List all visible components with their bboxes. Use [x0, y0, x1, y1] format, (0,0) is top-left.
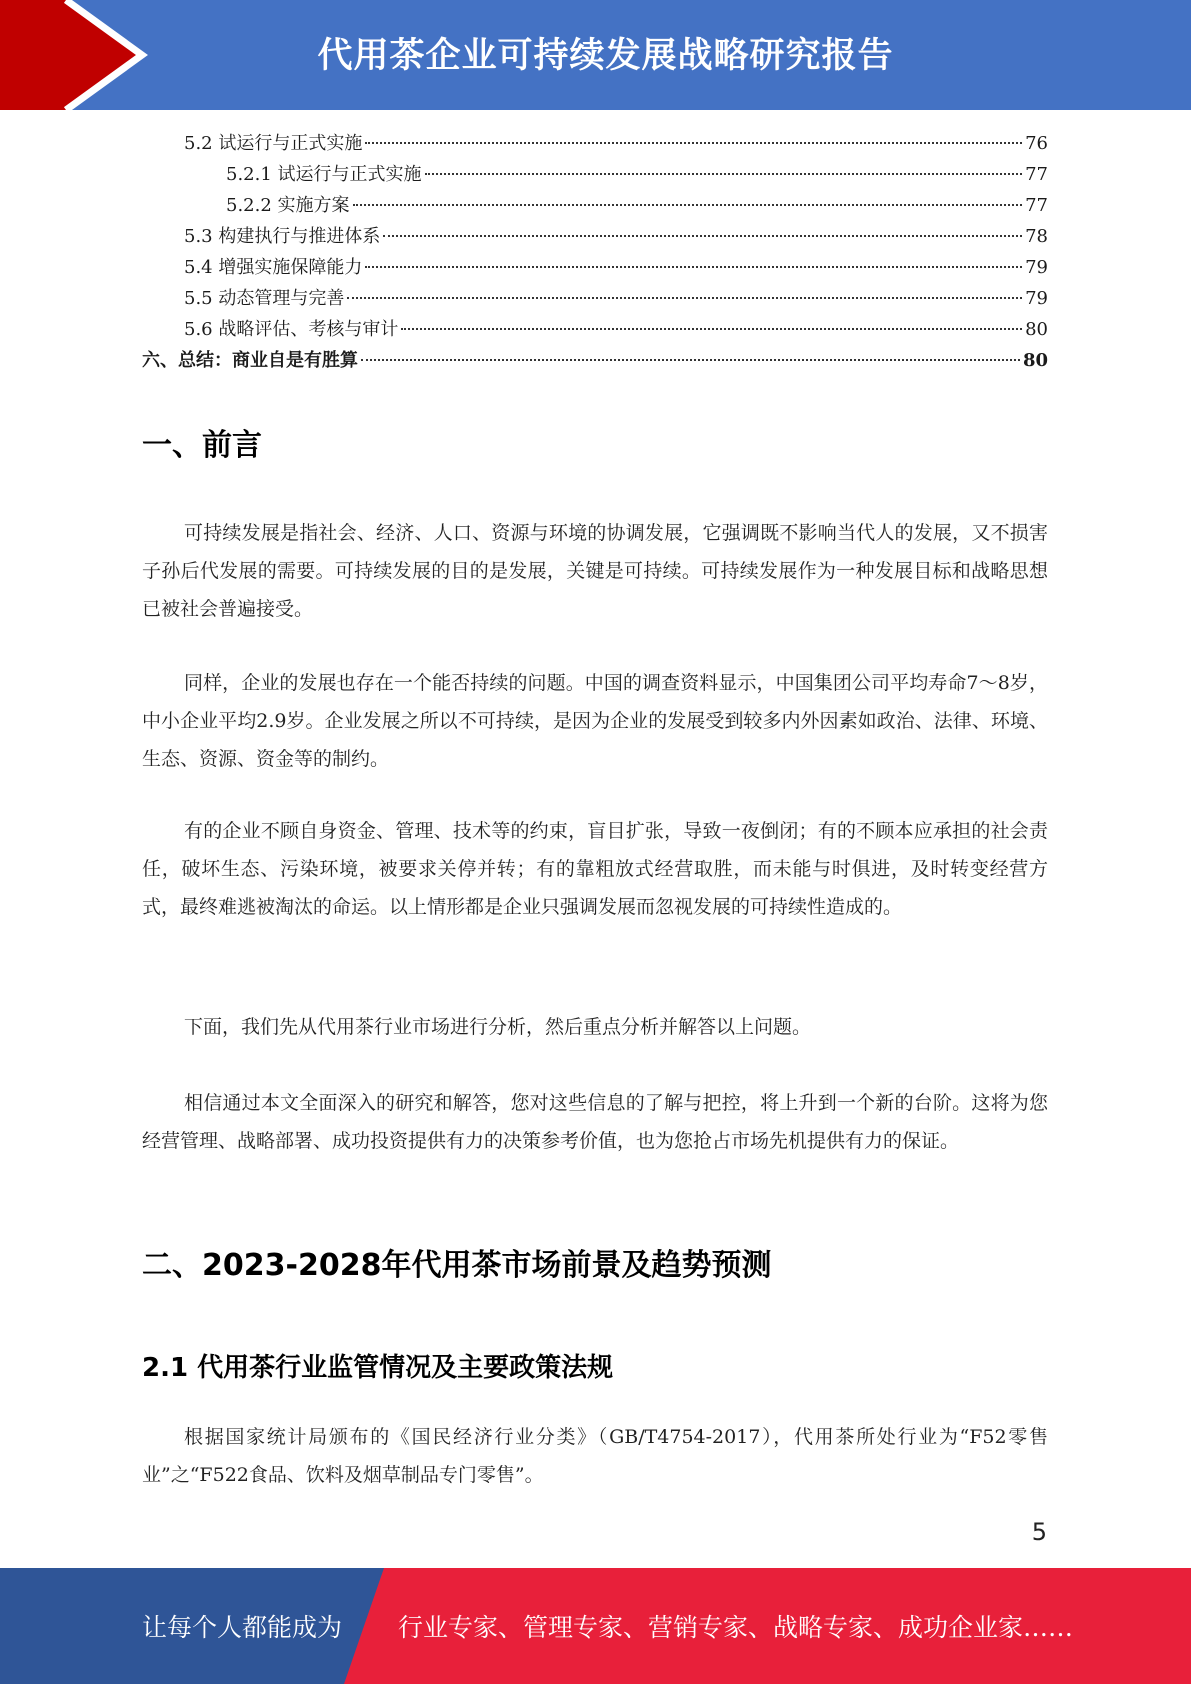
body-paragraph: 有的企业不顾自身资金、管理、技术等的约束，盲目扩张，导致一夜倒闭；有的不顾本应承担的社会责任，破坏生态、污染环境，被要求关停并转；有的靠粗放式经营取胜，而未能与时俱进，及时转变经营方式，最终难逃被淘汰的命运。以上情形都是企业只强调发展而忽视发展的可持续性造成的。	[142, 820, 1048, 918]
toc-leader	[361, 359, 1020, 361]
footer-slogan-right: 行业专家、管理专家、营销专家、战略专家、成功企业家……	[398, 1613, 1074, 1642]
section-heading-market-outlook: 二、2023-2028年代用茶市场前景及趋势预测	[142, 1248, 772, 1283]
page-footer	[0, 1568, 1191, 1684]
toc-entry[interactable]	[142, 314, 1048, 345]
toc-label: 5.4 增强实施保障能力	[184, 257, 363, 278]
toc-entry[interactable]	[142, 159, 1048, 190]
body-paragraph: 下面，我们先从代用茶行业市场进行分析，然后重点分析并解答以上问题。	[184, 1016, 812, 1038]
toc-entry[interactable]	[142, 345, 1048, 376]
body-paragraph: 可持续发展是指社会、经济、人口、资源与环境的协调发展，它强调既不影响当代人的发展，又不损害子孙后代发展的需要。可持续发展的目的是发展，关键是可持续。可持续发展作为一种发展目标和战略思想已被社会普遍接受。	[142, 522, 1048, 620]
toc-entry[interactable]	[142, 283, 1048, 314]
body-paragraph: 相信通过本文全面深入的研究和解答，您对这些信息的了解与把控，将上升到一个新的台阶。这将为您经营管理、战略部署、成功投资提供有力的决策参考价值，也为您抢占市场先机提供有力的保证。	[142, 1092, 1048, 1152]
toc-entry[interactable]	[142, 190, 1048, 221]
toc-label: 5.6 战略评估、考核与审计	[184, 319, 399, 340]
toc-page: 80	[1022, 350, 1048, 371]
toc-page: 76	[1025, 133, 1048, 154]
toc-label: 5.2.2 实施方案	[226, 195, 350, 216]
toc-leader	[347, 297, 1022, 299]
toc-entry[interactable]	[142, 221, 1048, 252]
toc-label: 5.5 动态管理与完善	[184, 288, 345, 309]
toc-leader	[365, 266, 1022, 268]
toc-leader	[365, 142, 1022, 144]
toc-page: 80	[1025, 319, 1048, 340]
footer-slogan-left: 让每个人都能成为	[142, 1613, 343, 1642]
section-heading-preface: 一、前言	[142, 428, 262, 463]
toc-page: 77	[1025, 195, 1048, 216]
body-paragraph: 同样，企业的发展也存在一个能否持续的问题。中国的调查资料显示，中国集团公司平均寿命7～8岁，中小企业平均2.9岁。企业发展之所以不可持续，是因为企业的发展受到较多内外因素如政治、法律、环境、生态、资源、资金等的制约。	[142, 672, 1048, 770]
toc-page: 79	[1025, 288, 1048, 309]
toc-entry[interactable]	[142, 252, 1048, 283]
table-of-contents	[142, 128, 1048, 376]
toc-leader	[425, 173, 1023, 175]
toc-entry[interactable]	[142, 128, 1048, 159]
body-paragraph: 根据国家统计局颁布的《国民经济行业分类》（GB/T4754-2017），代用茶所处行业为“F52零售业”之“F522食品、饮料及烟草制品专门零售”。	[142, 1426, 1048, 1486]
toc-label: 5.2 试运行与正式实施	[184, 133, 363, 154]
toc-label: 5.2.1 试运行与正式实施	[226, 164, 422, 185]
toc-page: 79	[1025, 257, 1048, 278]
subsection-heading-regulation: 2.1 代用茶行业监管情况及主要政策法规	[142, 1353, 614, 1383]
page-header	[0, 0, 1191, 110]
toc-page: 77	[1025, 164, 1048, 185]
document-title: 代用茶企业可持续发展战略研究报告	[317, 36, 894, 76]
toc-leader	[401, 328, 1022, 330]
toc-leader	[353, 204, 1023, 206]
toc-leader	[383, 235, 1022, 237]
page-number: 5	[1031, 1518, 1047, 1546]
toc-label: 5.3 构建执行与推进体系	[184, 226, 381, 247]
toc-label: 六、总结：商业自是有胜算	[142, 350, 358, 371]
toc-page: 78	[1025, 226, 1048, 247]
